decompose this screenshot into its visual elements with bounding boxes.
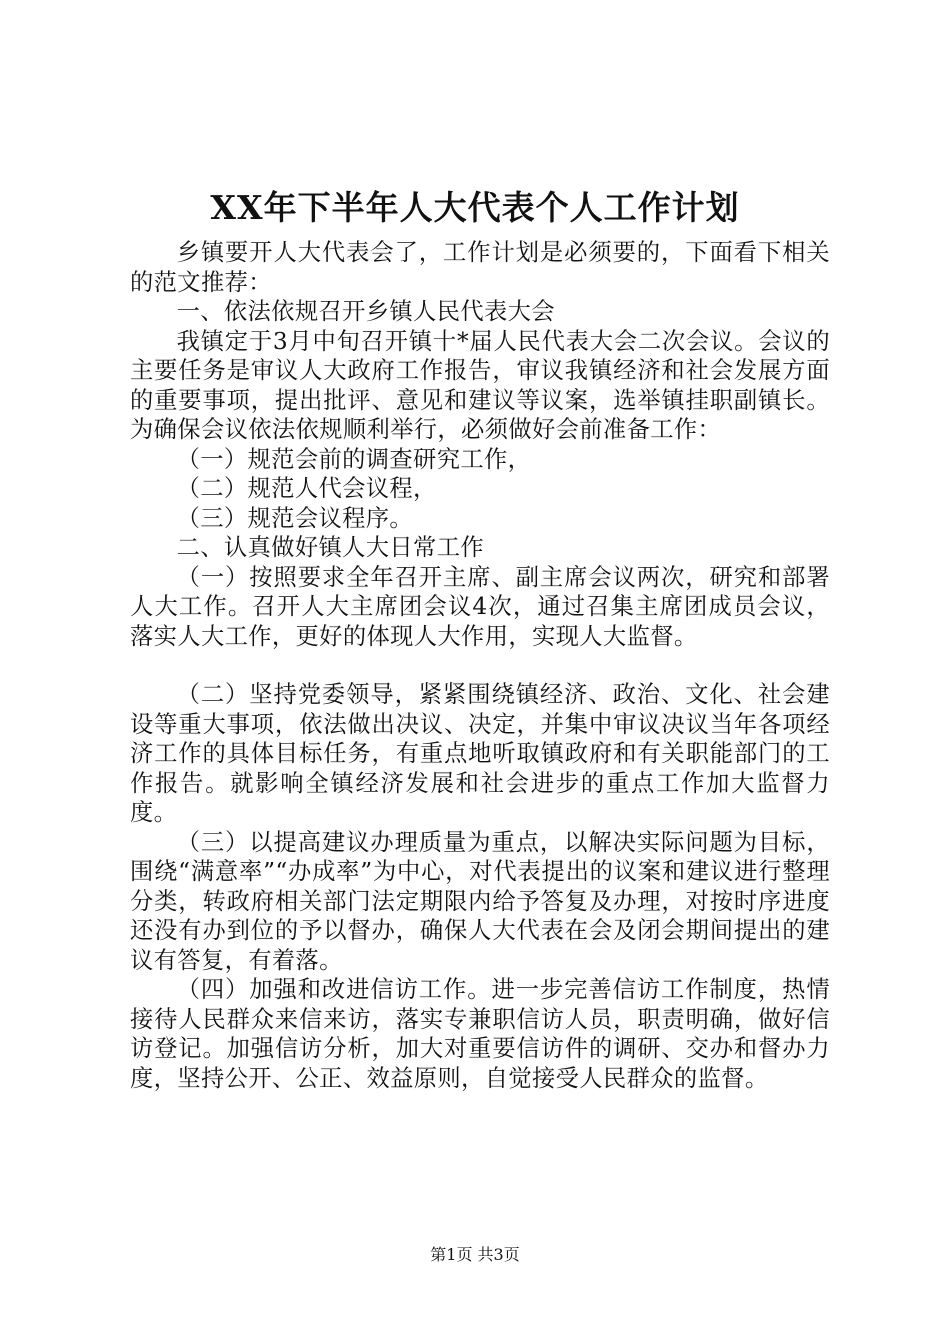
body-paragraph: （四）加强和改进信访工作。进一步完善信访工作制度，热情接待人民群众来信来访，落实专兼职信访人员，职责明确，做好信访登记。加强信访分析，加大对重要信访件的调研、交办和督办力度，坚持公开、公正、效益原则，自觉接受人民群众的监督。 xyxy=(130,976,830,1092)
list-item: （三）规范会议程序。 xyxy=(176,504,414,532)
document-title: XX年下半年人大代表个人工作计划 xyxy=(210,188,740,227)
list-item: （一）规范会前的调查研究工作， xyxy=(176,445,532,473)
body-paragraph: （三）以提高建议办理质量为重点，以解决实际问题为目标，围绕“满意率”“办成率”为中心，对代表提出的议案和建议进行整理分类，转政府相关部门法定期限内给予答复及办理，对按时序进度还没有办到位的予以督办，确保人大代表在会及闭会期间提出的建议有答复，有着落。 xyxy=(130,828,830,974)
body-paragraph: （一）按照要求全年召开主席、副主席会议两次，研究和部署人大工作。召开人大主席团会议4次，通过召集主席团成员会议，落实人大工作，更好的体现人大作用，实现人大监督。 xyxy=(130,563,830,650)
section-heading-2: 二、认真做好镇人大日常工作 xyxy=(176,534,485,561)
list-item: （二）规范人代会议程， xyxy=(176,475,437,502)
intro-paragraph: 乡镇要开人大代表会了，工作计划是必须要的，下面看下相关的范文推荐： xyxy=(130,239,830,296)
body-paragraph: （二）坚持党委领导，紧紧围绕镇经济、政治、文化、社会建设等重大事项，依法做出决议、决定，并集中审议决议当年各项经济工作的具体目标任务，有重点地听取镇政府和有关职能部门的工作报告。就影响全镇经济发展和社会进步的重点工作加大监督力度。 xyxy=(130,681,830,826)
document-body xyxy=(130,238,830,1093)
section-heading-1: 一、依法依规召开乡镇人民代表大会 xyxy=(176,298,555,325)
body-paragraph: 我镇定于3月中旬召开镇十*届人民代表大会二次会议。会议的主要任务是审议人大政府工作报告，审议我镇经济和社会发展方面的重要事项，提出批评、意见和建议等议案，选举镇挂职副镇长。为确保会议依法依规顺利举行，必须做好会前准备工作： xyxy=(130,327,830,443)
page-indicator: 第1页 共3页 xyxy=(430,1245,520,1264)
